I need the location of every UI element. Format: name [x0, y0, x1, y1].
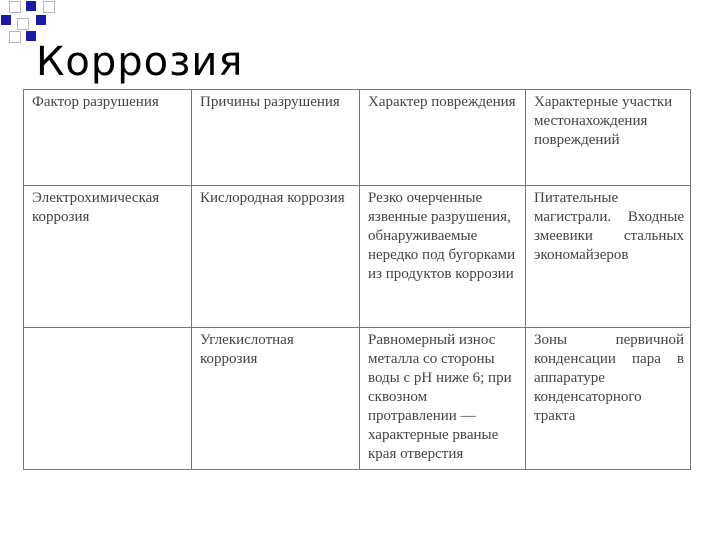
decor-square-outline	[9, 1, 21, 13]
cell-cause: Кислородная коррозия	[192, 186, 360, 328]
decor-square-filled	[1, 15, 11, 25]
decor-square-outline	[17, 18, 29, 30]
decor-square-outline	[43, 1, 55, 13]
decor-square-filled	[26, 31, 36, 41]
corrosion-table	[23, 89, 691, 470]
header-cell-damage-type: Характер повреждения	[360, 90, 526, 186]
header-cell-locations: Характерные участки местонахождения повреждений	[526, 90, 691, 186]
table-row	[24, 186, 691, 328]
cell-cause: Углекислотная коррозия	[192, 328, 360, 470]
cell-damage: Равномерный износ металла со стороны воды с рН ниже 6; при сквозном протравлении — характерные рваные края отверстия	[360, 328, 526, 470]
decor-square-outline	[9, 31, 21, 43]
cell-location: Питательные магистрали. Входные змеевики стальных экономайзеров	[526, 186, 691, 328]
decor-square-filled	[26, 1, 36, 11]
page-title: Коррозия	[36, 39, 244, 85]
cell-location: Зоны первичной конденсации пара в аппаратуре конденсаторного тракта	[526, 328, 691, 470]
header-cell-factor: Фактор разрушения	[24, 90, 192, 186]
decor-square-filled	[36, 15, 46, 25]
cell-factor	[24, 328, 192, 470]
table-header-row	[24, 90, 691, 186]
cell-damage: Резко очерченные язвенные разрушения, обнаруживаемые нередко под бугорками из продуктов коррозии	[360, 186, 526, 328]
table-row	[24, 328, 691, 470]
header-cell-causes: Причины разрушения	[192, 90, 360, 186]
cell-factor: Электрохимическая коррозия	[24, 186, 192, 328]
